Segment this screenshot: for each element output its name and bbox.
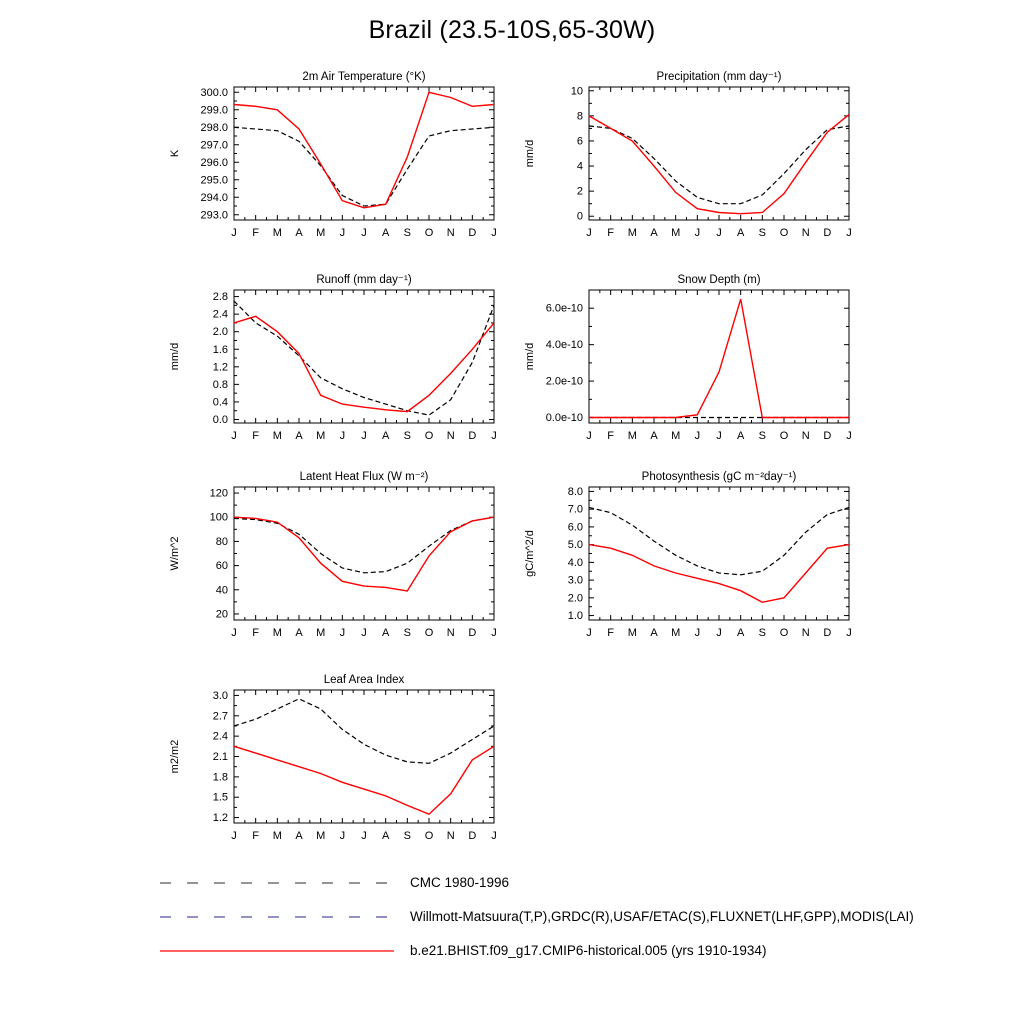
y-tick-label: 0	[576, 210, 583, 223]
x-tick-label: F	[252, 627, 260, 639]
x-tick-label: J	[586, 227, 592, 239]
chart-snow-depth	[517, 270, 872, 458]
x-tick-label: J	[846, 430, 852, 442]
chart-title: Leaf Area Index	[323, 674, 405, 686]
axis-ticks	[234, 290, 494, 423]
x-tick-label: M	[272, 430, 282, 442]
x-tick-label: F	[252, 227, 260, 239]
x-tick-label: J	[339, 627, 346, 639]
y-tick-label: 1.2	[212, 812, 228, 825]
y-tick-label: 2.1	[212, 751, 228, 763]
x-tick-label: A	[650, 227, 658, 239]
plot-frame	[234, 690, 494, 823]
x-tick-label: J	[339, 227, 346, 239]
series-line-0	[234, 699, 494, 764]
x-tick-label: J	[231, 627, 237, 639]
x-tick-label: M	[272, 227, 282, 239]
x-tick-label: S	[758, 430, 767, 442]
x-tick-label: D	[823, 627, 832, 639]
y-tick-label: 2.0	[567, 592, 583, 605]
x-tick-label: M	[627, 627, 637, 639]
y-tick-label: 4.0	[567, 556, 583, 569]
series-line-0	[589, 507, 849, 574]
x-tick-label: J	[231, 227, 237, 239]
x-tick-label: A	[295, 627, 303, 639]
y-tick-label: 6	[576, 135, 583, 148]
x-tick-label: M	[316, 830, 326, 842]
x-tick-label: F	[607, 227, 615, 239]
legend-row	[158, 944, 914, 957]
y-axis-label: m2/m2	[169, 739, 181, 774]
y-tick-label: 8.0	[567, 485, 583, 498]
chart-air-temperature	[162, 67, 517, 255]
x-tick-label: J	[231, 430, 237, 442]
x-tick-label: A	[650, 627, 658, 639]
x-tick-label: M	[272, 627, 282, 639]
legend-row	[158, 910, 914, 923]
legend-label: b.e21.BHIST.f09_g17.CMIP6-historical.005 (yrs 1910-1934)	[410, 943, 767, 958]
x-tick-label: J	[586, 430, 592, 442]
x-tick-label: A	[295, 830, 303, 842]
x-tick-label: A	[381, 830, 390, 842]
plot-frame	[234, 87, 494, 220]
y-axis-label: mm/d	[169, 342, 181, 371]
y-axis-label: K	[169, 149, 181, 158]
y-axis-label: W/m^2	[169, 536, 181, 571]
x-tick-label: J	[361, 830, 367, 842]
series-line-0	[234, 127, 494, 206]
y-axis-label: mm/d	[524, 139, 536, 168]
x-tick-label: N	[446, 430, 455, 442]
x-tick-label: J	[361, 627, 367, 639]
x-tick-label: J	[491, 227, 497, 239]
x-tick-label: S	[403, 627, 412, 639]
x-tick-label: J	[846, 227, 852, 239]
chart-title: Runoff (mm day⁻¹)	[316, 274, 412, 286]
x-tick-label: S	[403, 830, 412, 842]
chart-photosynthesis-plot	[517, 467, 872, 655]
x-tick-label: N	[446, 830, 455, 842]
x-tick-label: J	[716, 227, 722, 239]
x-tick-label: A	[381, 430, 390, 442]
chart-air-temperature-plot	[162, 67, 517, 255]
x-tick-label: O	[779, 627, 789, 639]
plot-frame	[589, 290, 849, 423]
axis-labels	[571, 85, 852, 239]
x-tick-label: A	[381, 227, 390, 239]
y-tick-label: 293.0	[200, 209, 228, 222]
y-tick-label: 2.0	[212, 326, 228, 339]
x-tick-label: J	[716, 430, 722, 442]
x-tick-label: O	[424, 227, 434, 239]
x-tick-label: J	[846, 627, 852, 639]
x-tick-label: A	[381, 627, 390, 639]
x-tick-label: J	[491, 830, 497, 842]
y-tick-label: 300.0	[200, 86, 228, 99]
x-tick-label: J	[694, 627, 701, 639]
axis-ticks	[234, 690, 494, 823]
x-tick-label: M	[272, 830, 282, 842]
x-tick-label: A	[736, 430, 745, 442]
x-tick-label: A	[736, 227, 745, 239]
y-tick-label: 1.0	[567, 610, 583, 623]
x-tick-label: M	[671, 227, 681, 239]
x-tick-label: J	[491, 430, 497, 442]
y-tick-label: 296.0	[200, 156, 228, 169]
chart-latent-heat-flux	[162, 467, 517, 655]
x-tick-label: S	[403, 227, 412, 239]
y-tick-label: 1.2	[212, 361, 228, 374]
legend-row	[158, 876, 914, 889]
chart-latent-heat-flux-plot	[162, 467, 517, 655]
x-tick-label: J	[361, 227, 367, 239]
x-tick-label: N	[801, 627, 810, 639]
y-tick-label: 3.0	[567, 574, 583, 587]
x-tick-label: F	[607, 430, 615, 442]
y-tick-label: 2.0e-10	[545, 375, 583, 388]
y-tick-label: 120	[209, 487, 228, 500]
x-tick-label: J	[231, 830, 237, 842]
y-tick-label: 2	[576, 185, 583, 198]
chart-precipitation	[517, 67, 872, 255]
chart-title: 2m Air Temperature (°K)	[302, 71, 426, 83]
series-line-0	[589, 126, 849, 204]
x-tick-label: M	[316, 627, 326, 639]
y-tick-label: 10	[570, 85, 583, 98]
legend-line-sample-icon	[158, 911, 396, 923]
chart-snow-depth-plot	[517, 270, 872, 458]
y-tick-label: 295.0	[200, 174, 228, 187]
legend-label: Willmott-Matsuura(T,P),GRDC(R),USAF/ETAC(S),FLUXNET(LHF,GPP),MODIS(LAI)	[410, 909, 914, 924]
y-tick-label: 1.5	[212, 791, 228, 804]
x-tick-label: O	[779, 430, 789, 442]
legend-line-sample-icon	[158, 877, 396, 889]
x-tick-label: M	[627, 430, 637, 442]
page-title: Brazil (23.5-10S,65-30W)	[368, 16, 656, 44]
chart-runoff-plot	[162, 270, 517, 458]
chart-runoff	[162, 270, 517, 458]
y-tick-label: 2.4	[212, 730, 228, 743]
axis-labels	[210, 488, 497, 639]
x-tick-label: J	[339, 430, 346, 442]
y-tick-label: 6.0e-10	[545, 302, 583, 315]
chart-title: Latent Heat Flux (W m⁻²)	[299, 471, 429, 483]
y-tick-label: 299.0	[200, 104, 228, 117]
y-tick-label: 40	[215, 584, 228, 597]
series-line-1	[234, 746, 494, 814]
x-tick-label: F	[252, 430, 260, 442]
chart-leaf-area-index-plot	[162, 670, 517, 858]
x-tick-label: J	[694, 227, 701, 239]
chart-title: Snow Depth (m)	[677, 274, 761, 286]
x-tick-label: A	[650, 430, 658, 442]
x-tick-label: S	[758, 227, 767, 239]
x-tick-label: J	[339, 830, 346, 842]
y-tick-label: 100	[209, 511, 228, 524]
x-tick-label: D	[468, 430, 477, 442]
x-tick-label: D	[468, 830, 477, 842]
x-tick-label: A	[295, 430, 303, 442]
y-tick-label: 298.0	[200, 121, 228, 134]
x-tick-label: D	[468, 627, 477, 639]
chart-title: Precipitation (mm day⁻¹)	[656, 71, 782, 83]
y-tick-label: 2.4	[212, 308, 228, 321]
plot-frame	[234, 487, 494, 620]
series-line-1	[234, 92, 494, 208]
y-tick-label: 4	[576, 160, 583, 173]
series-line-0	[234, 301, 494, 415]
legend-line-sample-icon	[158, 945, 396, 957]
x-tick-label: D	[468, 227, 477, 239]
y-tick-label: 0.8	[212, 378, 228, 391]
y-tick-label: 3.0	[212, 689, 228, 702]
axis-ticks	[589, 290, 849, 423]
plot-frame	[589, 87, 849, 220]
x-tick-label: O	[424, 830, 434, 842]
y-tick-label: 4.0e-10	[545, 339, 583, 352]
x-tick-label: N	[801, 430, 810, 442]
x-tick-label: M	[671, 627, 681, 639]
y-tick-label: 6.0	[567, 521, 583, 534]
x-tick-label: F	[252, 830, 260, 842]
x-tick-label: N	[446, 227, 455, 239]
axis-ticks	[589, 87, 849, 220]
x-tick-label: A	[736, 627, 745, 639]
x-tick-label: J	[361, 430, 367, 442]
chart-photosynthesis	[517, 467, 872, 655]
x-tick-label: D	[823, 430, 832, 442]
y-tick-label: 20	[215, 608, 228, 621]
series-line-0	[234, 517, 494, 573]
y-tick-label: 80	[215, 535, 228, 548]
y-tick-label: 7.0	[567, 503, 583, 516]
axis-labels	[200, 87, 496, 239]
y-axis-label: gC/m^2/d	[524, 530, 536, 577]
y-tick-label: 1.8	[212, 771, 228, 784]
x-tick-label: O	[779, 227, 789, 239]
axis-ticks	[234, 487, 494, 620]
series-line-1	[589, 299, 849, 417]
x-tick-label: J	[491, 627, 497, 639]
x-tick-label: M	[627, 227, 637, 239]
axis-ticks	[234, 87, 494, 220]
chart-precipitation-plot	[517, 67, 872, 255]
y-tick-label: 2.7	[212, 710, 228, 723]
x-tick-label: N	[446, 627, 455, 639]
x-tick-label: J	[694, 430, 701, 442]
chart-leaf-area-index	[162, 670, 517, 858]
y-tick-label: 294.0	[200, 191, 228, 204]
y-tick-label: 8	[576, 110, 583, 123]
x-tick-label: S	[758, 627, 767, 639]
y-axis-label: mm/d	[524, 342, 536, 371]
y-tick-label: 0.4	[212, 396, 228, 409]
x-tick-label: D	[823, 227, 832, 239]
y-tick-label: 5.0	[567, 539, 583, 552]
chart-title: Photosynthesis (gC m⁻²day⁻¹)	[641, 471, 797, 483]
x-tick-label: M	[671, 430, 681, 442]
y-tick-label: 0.0	[212, 413, 228, 426]
y-tick-label: 0.0e-10	[545, 412, 583, 425]
series-line-1	[589, 115, 849, 214]
x-tick-label: N	[801, 227, 810, 239]
x-tick-label: O	[424, 627, 434, 639]
x-tick-label: O	[424, 430, 434, 442]
x-tick-label: A	[295, 227, 303, 239]
y-tick-label: 60	[215, 560, 228, 573]
plot-frame	[234, 290, 494, 423]
x-tick-label: M	[316, 430, 326, 442]
x-tick-label: S	[403, 430, 412, 442]
y-tick-label: 1.6	[212, 343, 228, 356]
y-tick-label: 2.8	[212, 291, 228, 304]
x-tick-label: J	[716, 627, 722, 639]
x-tick-label: M	[316, 227, 326, 239]
y-tick-label: 297.0	[200, 139, 228, 152]
x-tick-label: J	[586, 627, 592, 639]
legend	[158, 876, 914, 957]
x-tick-label: F	[607, 627, 615, 639]
legend-label: CMC 1980-1996	[410, 875, 510, 890]
